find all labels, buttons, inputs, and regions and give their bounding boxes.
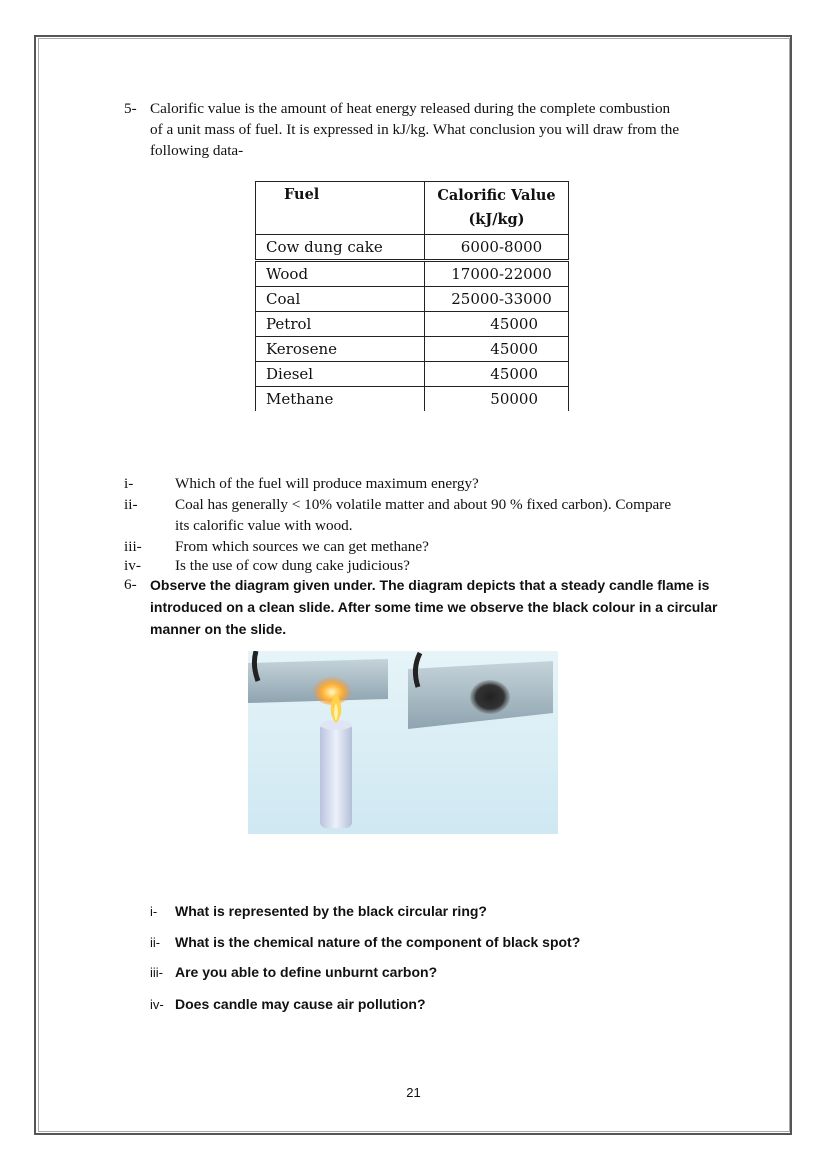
subquestion-number: ii- [150, 935, 161, 950]
value-cell: 45000 [425, 312, 569, 337]
subquestion-text: What is the chemical nature of the component of black spot? [175, 934, 581, 950]
fuel-cell: Coal [256, 287, 425, 312]
subquestion-number: i- [124, 475, 134, 492]
column-header-fuel: Fuel [256, 182, 425, 235]
fuel-cell: Wood [256, 261, 425, 287]
table-row [256, 362, 569, 387]
subquestion [150, 996, 426, 1012]
subquestion-number: ii- [124, 496, 138, 513]
question-line: introduced on a clean slide. After some time we observe the black colour in a circular [150, 599, 718, 615]
fuel-cell: Petrol [256, 312, 425, 337]
question-number: 5- [124, 100, 137, 117]
subquestion-number: iii- [150, 965, 163, 980]
flame-glow [312, 673, 352, 705]
subquestion-text: Which of the fuel will produce maximum energy? [175, 475, 479, 492]
question-text [150, 574, 730, 640]
fuel-cell: Kerosene [256, 337, 425, 362]
value-cell: 50000 [425, 387, 569, 412]
value-cell: 6000-8000 [425, 235, 569, 261]
table-row [256, 235, 569, 261]
subquestion [150, 903, 487, 919]
question-line: following data- [150, 142, 244, 159]
candle-slide-diagram [248, 651, 558, 834]
question-line: of a unit mass of fuel. It is expressed in kJ/kg. What conclusion you will draw from the [150, 121, 680, 138]
fuel-cell: Cow dung cake [256, 235, 425, 261]
subquestion-text: Does candle may cause air pollution? [175, 996, 426, 1012]
value-cell: 17000-22000 [425, 261, 569, 287]
subquestion-text: Is the use of cow dung cake judicious? [175, 557, 410, 574]
candle [320, 723, 352, 828]
subquestion-number: iii- [124, 538, 142, 555]
subquestion-line: Coal has generally < 10% volatile matter and about 90 % fixed carbon). Compare [175, 496, 672, 513]
header-unit: (kJ/kg) [468, 211, 525, 228]
column-header-calorific-value [425, 182, 569, 235]
table-row [256, 312, 569, 337]
black-soot-spot [470, 680, 510, 714]
subquestion-text: What is represented by the black circular ring? [175, 903, 487, 919]
question-line: manner on the slide. [150, 621, 287, 637]
subquestion-text: Are you able to define unburnt carbon? [175, 964, 438, 980]
question-number: 6- [124, 576, 137, 593]
subquestion-text [175, 494, 730, 536]
fuel-cell: Diesel [256, 362, 425, 387]
table-row [256, 387, 569, 412]
value-cell: 25000-33000 [425, 287, 569, 312]
subquestion-number: iv- [150, 997, 164, 1012]
table-header-row [256, 182, 569, 235]
question-line: Calorific value is the amount of heat energy released during the complete combustion [150, 100, 671, 117]
question-line: Observe the diagram given under. The diagram depicts that a steady candle flame is [150, 577, 710, 593]
calorific-value-table [255, 181, 569, 411]
value-cell: 45000 [425, 337, 569, 362]
subquestion-text: From which sources we can get methane? [175, 538, 429, 555]
subquestion [150, 934, 580, 950]
table-row [256, 287, 569, 312]
question-text [150, 98, 730, 161]
subquestion-number: i- [150, 904, 158, 919]
page-number: 21 [406, 1085, 421, 1100]
fuel-cell: Methane [256, 387, 425, 412]
subquestion [150, 964, 437, 980]
value-cell: 45000 [425, 362, 569, 387]
table-row [256, 337, 569, 362]
header-line: Calorific Value [437, 187, 556, 204]
table-row [256, 261, 569, 287]
subquestion-number: iv- [124, 557, 141, 574]
subquestion-line: its calorific value with wood. [175, 517, 353, 534]
